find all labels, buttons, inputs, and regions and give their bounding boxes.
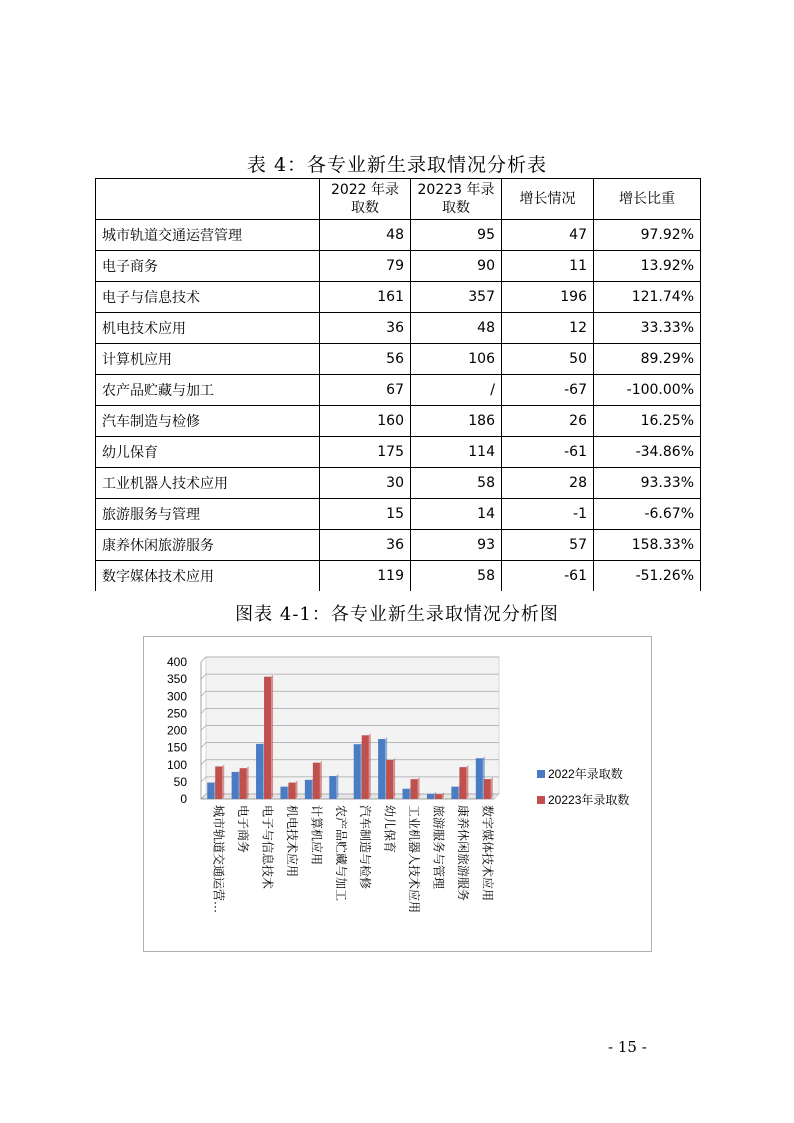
major-name-cell: 农产品贮藏与加工 xyxy=(96,375,320,406)
table-row xyxy=(96,561,701,592)
major-name-cell: 机电技术应用 xyxy=(96,313,320,344)
legend-label: 2022年录取数 xyxy=(548,767,623,781)
ratio-cell: 13.92% xyxy=(594,251,701,282)
table-header-row xyxy=(96,179,701,220)
count-2022-cell: 30 xyxy=(320,468,411,499)
x-tick-label: 数字媒体技术应用 xyxy=(480,805,495,902)
bar-2022 xyxy=(476,758,483,799)
count-2023-cell: 14 xyxy=(411,499,502,530)
bar-2022 xyxy=(427,794,434,799)
growth-cell: 26 xyxy=(502,406,594,437)
count-2022-cell: 36 xyxy=(320,530,411,561)
x-tick-label: 机电技术应用 xyxy=(284,805,299,878)
count-2022-cell: 161 xyxy=(320,282,411,313)
y-tick-label: 200 xyxy=(166,723,187,738)
table-row xyxy=(96,530,701,561)
bar-2023 xyxy=(264,677,271,799)
growth-cell: -61 xyxy=(502,561,594,592)
major-name-cell: 旅游服务与管理 xyxy=(96,499,320,530)
growth-cell: 50 xyxy=(502,344,594,375)
table-row xyxy=(96,437,701,468)
bar-2022 xyxy=(232,772,239,799)
count-2023-cell: 48 xyxy=(411,313,502,344)
bar-2022 xyxy=(280,787,287,799)
ratio-cell: -100.00% xyxy=(594,375,701,406)
y-tick-label: 0 xyxy=(180,792,187,806)
table-row xyxy=(96,251,701,282)
growth-cell: 12 xyxy=(502,313,594,344)
page-number: - 15 - xyxy=(608,1038,647,1056)
count-2022-cell: 36 xyxy=(320,313,411,344)
x-tick-label: 电子商务 xyxy=(236,805,251,854)
growth-cell: 57 xyxy=(502,530,594,561)
table-row xyxy=(96,375,701,406)
table-body xyxy=(96,220,701,592)
y-tick-label: 150 xyxy=(166,740,187,755)
table-row xyxy=(96,468,701,499)
count-2023-cell: / xyxy=(411,375,502,406)
count-2023-cell: 186 xyxy=(411,406,502,437)
bar-side xyxy=(271,675,273,799)
ratio-cell: 121.74% xyxy=(594,282,701,313)
bar-side xyxy=(247,766,249,799)
bar-2022 xyxy=(256,744,263,799)
table-row xyxy=(96,344,701,375)
count-2023-cell: 106 xyxy=(411,344,502,375)
x-tick-label: 汽车制造与检修 xyxy=(358,805,373,890)
count-2022-cell: 56 xyxy=(320,344,411,375)
bar-side xyxy=(393,758,395,799)
growth-cell: 196 xyxy=(502,282,594,313)
x-tick-label: 电子与信息技术 xyxy=(260,805,275,890)
bar-side xyxy=(369,733,371,799)
header-ratio: 增长比重 xyxy=(594,179,701,220)
y-tick-label: 400 xyxy=(166,655,187,669)
bar-side xyxy=(295,781,297,799)
bar-2022 xyxy=(451,787,458,799)
growth-cell: 47 xyxy=(502,220,594,251)
x-tick-label: 幼儿保育 xyxy=(382,805,397,854)
header-growth: 增长情况 xyxy=(502,179,594,220)
bar-2023 xyxy=(435,794,442,799)
bar-side xyxy=(320,761,322,799)
count-2023-cell: 357 xyxy=(411,282,502,313)
count-2022-cell: 48 xyxy=(320,220,411,251)
count-2023-cell: 58 xyxy=(411,468,502,499)
bar-side xyxy=(222,764,224,799)
major-name-cell: 电子与信息技术 xyxy=(96,282,320,313)
major-name-cell: 康养休闲旅游服务 xyxy=(96,530,320,561)
bar-2022 xyxy=(354,744,361,799)
count-2022-cell: 175 xyxy=(320,437,411,468)
legend-label: 20223年录取数 xyxy=(548,793,630,807)
major-name-cell: 工业机器人技术应用 xyxy=(96,468,320,499)
count-2022-cell: 67 xyxy=(320,375,411,406)
bar-2023 xyxy=(288,783,295,799)
count-2023-cell: 114 xyxy=(411,437,502,468)
bar-2022 xyxy=(207,783,214,799)
header-2022: 2022 年录 取数 xyxy=(320,179,411,220)
header-blank xyxy=(96,179,320,220)
major-name-cell: 城市轨道交通运营管理 xyxy=(96,220,320,251)
major-name-cell: 汽车制造与检修 xyxy=(96,406,320,437)
bar-2022 xyxy=(378,739,385,799)
legend-swatch xyxy=(537,770,545,778)
bar-side xyxy=(336,774,338,799)
ratio-cell: 93.33% xyxy=(594,468,701,499)
y-tick-label: 250 xyxy=(166,706,187,721)
bar-2023 xyxy=(215,766,222,799)
x-tick-label: 城市轨道交通运营… xyxy=(211,805,226,914)
count-2022-cell: 15 xyxy=(320,499,411,530)
y-tick-label: 50 xyxy=(173,774,187,789)
count-2023-cell: 95 xyxy=(411,220,502,251)
growth-cell: -61 xyxy=(502,437,594,468)
x-tick-label: 农产品贮藏与加工 xyxy=(333,805,348,902)
count-2023-cell: 93 xyxy=(411,530,502,561)
table-title: 表 4：各专业新生录取情况分析表 xyxy=(246,154,548,176)
bar-2022 xyxy=(403,789,410,799)
x-tick-label: 康养休闲旅游服务 xyxy=(455,805,470,902)
bar-chart xyxy=(143,636,652,952)
bar-side xyxy=(466,765,468,799)
count-2022-cell: 79 xyxy=(320,251,411,282)
y-tick-label: 350 xyxy=(166,672,187,687)
x-tick-label: 旅游服务与管理 xyxy=(431,805,446,890)
major-name-cell: 电子商务 xyxy=(96,251,320,282)
bar-2023 xyxy=(386,760,393,799)
ratio-cell: -51.26% xyxy=(594,561,701,592)
bar-side xyxy=(418,777,420,799)
bar-2023 xyxy=(362,735,369,799)
ratio-cell: 16.25% xyxy=(594,406,701,437)
ratio-cell: 158.33% xyxy=(594,530,701,561)
ratio-cell: -6.67% xyxy=(594,499,701,530)
ratio-cell: 97.92% xyxy=(594,220,701,251)
legend-swatch xyxy=(537,796,545,804)
table-row xyxy=(96,313,701,344)
ratio-cell: -34.86% xyxy=(594,437,701,468)
chart-title: 图表 4-1：各专业新生录取情况分析图 xyxy=(235,604,559,625)
x-tick-label: 计算机应用 xyxy=(309,805,324,866)
x-tick-label: 工业机器人技术应用 xyxy=(407,805,422,914)
major-name-cell: 数字媒体技术应用 xyxy=(96,561,320,592)
bar-2023 xyxy=(240,768,247,799)
bar-2023 xyxy=(313,763,320,799)
bar-2023 xyxy=(411,779,418,799)
ratio-cell: 89.29% xyxy=(594,344,701,375)
growth-cell: -67 xyxy=(502,375,594,406)
count-2023-cell: 58 xyxy=(411,561,502,592)
growth-cell: 11 xyxy=(502,251,594,282)
header-2023: 20223 年录 取数 xyxy=(411,179,502,220)
chart-svg xyxy=(144,637,651,951)
count-2023-cell: 90 xyxy=(411,251,502,282)
y-tick-label: 100 xyxy=(166,757,187,772)
count-2022-cell: 119 xyxy=(320,561,411,592)
count-2022-cell: 160 xyxy=(320,406,411,437)
growth-cell: 28 xyxy=(502,468,594,499)
major-name-cell: 计算机应用 xyxy=(96,344,320,375)
bar-side xyxy=(491,777,493,799)
bar-2022 xyxy=(329,776,336,799)
table-row xyxy=(96,406,701,437)
table-row xyxy=(96,282,701,313)
table-row xyxy=(96,220,701,251)
table-row xyxy=(96,499,701,530)
growth-cell: -1 xyxy=(502,499,594,530)
bar-2023 xyxy=(459,767,466,799)
major-name-cell: 幼儿保育 xyxy=(96,437,320,468)
ratio-cell: 33.33% xyxy=(594,313,701,344)
bar-2023 xyxy=(484,779,491,799)
bar-2022 xyxy=(305,780,312,799)
admission-table xyxy=(95,178,701,591)
y-tick-label: 300 xyxy=(166,689,187,704)
